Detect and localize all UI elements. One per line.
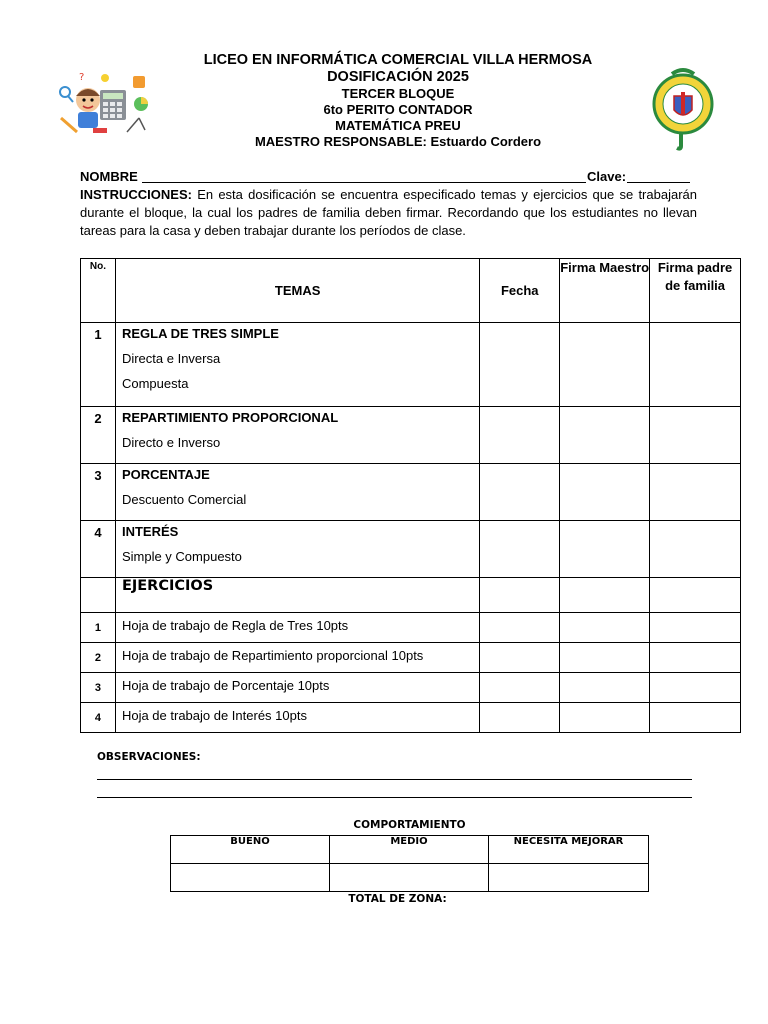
table-row [81,643,741,673]
name-clave-line [80,168,692,186]
row-number: 3 [81,673,116,703]
topic-sub: Compuesta [121,376,189,391]
instructions-paragraph [80,186,697,240]
behavior-header-row [171,836,649,864]
table-row [81,464,741,521]
behavior-value-row [171,864,649,892]
firma-padre-cell[interactable] [650,643,741,673]
total-zona-label: TOTAL DE ZONA: [348,893,447,905]
clave-field[interactable] [628,168,690,183]
header-firma-padre: Firma padre de familia [650,259,741,323]
firma-maestro-cell[interactable] [560,323,650,407]
row-number: 3 [81,464,116,521]
firma-maestro-cell[interactable] [560,578,650,613]
school-crest-logo [650,66,716,152]
topic-sub: Directo e Inverso [121,435,221,450]
topic-sub: Descuento Comercial [121,492,247,507]
topic-sub: Directa e Inversa [121,351,221,366]
header-no: No. [81,259,116,323]
topics-table [80,258,741,733]
fecha-cell[interactable] [480,643,560,673]
fecha-cell[interactable] [480,703,560,733]
block-label: TERCER BLOQUE [341,86,455,101]
svg-text:?: ? [79,72,85,83]
topic-cell [115,323,479,407]
firma-padre-cell[interactable] [650,578,741,613]
clave-label: Clave: [587,169,627,184]
firma-padre-cell[interactable] [650,323,741,407]
school-name: LICEO EN INFORMÁTICA COMERCIAL VILLA HERMOSA [203,52,593,68]
topic-title: REGLA DE TRES SIMPLE [121,326,279,341]
table-row [81,323,741,407]
name-label: NOMBRE [80,169,138,184]
topic-cell [115,407,479,464]
firma-maestro-cell[interactable] [560,521,650,578]
firma-padre-cell[interactable] [650,673,741,703]
row-number: 4 [81,703,116,733]
fecha-cell[interactable] [480,323,560,407]
firma-padre-cell[interactable] [650,703,741,733]
table-header-row [81,259,741,323]
topic-sub: Simple y Compuesto [121,549,242,564]
topic-title: INTERÉS [121,524,179,539]
firma-maestro-cell[interactable] [560,703,650,733]
instructions-label: INSTRUCCIONES: [80,187,192,202]
teacher-line [160,134,636,150]
firma-padre-cell[interactable] [650,464,741,521]
table-row [81,613,741,643]
row-number: 1 [81,613,116,643]
teacher-name: Estuardo Cordero [430,134,542,149]
exercises-label: EJERCICIOS [115,578,479,613]
document-header [160,52,636,150]
fecha-cell[interactable] [480,613,560,643]
observations-line-1[interactable] [97,779,692,780]
empty-number-cell [81,578,116,613]
exercise-text: Hoja de trabajo de Interés 10pts [115,703,479,733]
row-number: 4 [81,521,116,578]
exercise-text: Hoja de trabajo de Porcentaje 10pts [115,673,479,703]
table-row [81,703,741,733]
observations-line-2[interactable] [97,797,692,798]
firma-maestro-cell[interactable] [560,407,650,464]
topic-cell [115,521,479,578]
row-number: 2 [81,407,116,464]
behavior-medio-cell[interactable] [330,864,489,892]
subject-label: MATEMÁTICA PREU [335,118,461,133]
table-row [81,407,741,464]
grade-label: 6to PERITO CONTADOR [323,102,473,117]
behavior-col-medio: MEDIO [330,836,489,864]
topic-cell [115,464,479,521]
behavior-table [170,835,649,892]
behavior-col-bueno: BUENO [171,836,330,864]
firma-maestro-cell[interactable] [560,464,650,521]
table-row [81,521,741,578]
firma-padre-cell[interactable] [650,613,741,643]
topic-title: PORCENTAJE [121,467,210,482]
firma-padre-cell[interactable] [650,521,741,578]
exercises-header-row [81,578,741,613]
fecha-cell[interactable] [480,464,560,521]
fecha-cell[interactable] [480,673,560,703]
firma-padre-cell[interactable] [650,407,741,464]
firma-maestro-cell[interactable] [560,613,650,643]
behavior-mejorar-cell[interactable] [489,864,649,892]
exercise-text: Hoja de trabajo de Repartimiento proporcional 10pts [115,643,479,673]
topic-title: REPARTIMIENTO PROPORCIONAL [121,410,339,425]
teacher-label: MAESTRO RESPONSABLE: [254,134,427,149]
math-clipart-logo [55,70,155,138]
instructions-text: En esta dosificación se encuentra especificado temas y ejercicios que se trabajarán durante el bloque, la cual los padres de familia deben firmar. Recordando que los estudiantes no llevan tareas para la casa y deben trabajar durante los períodos de clase. [80,187,697,238]
row-number: 2 [81,643,116,673]
observations-label: OBSERVACIONES: [97,751,201,763]
document-title: DOSIFICACIÓN 2025 [327,69,469,85]
firma-maestro-cell[interactable] [560,673,650,703]
row-number: 1 [81,323,116,407]
fecha-cell[interactable] [480,578,560,613]
behavior-col-mejorar: NECESITA MEJORAR [489,836,649,864]
behavior-bueno-cell[interactable] [171,864,330,892]
fecha-cell[interactable] [480,521,560,578]
header-fecha: Fecha [480,259,560,323]
firma-maestro-cell[interactable] [560,643,650,673]
header-temas: TEMAS [115,259,479,323]
behavior-title: COMPORTAMIENTO [353,819,466,831]
header-firma-maestro: Firma Maestro [560,259,650,323]
exercise-text: Hoja de trabajo de Regla de Tres 10pts [115,613,479,643]
fecha-cell[interactable] [480,407,560,464]
table-row [81,673,741,703]
